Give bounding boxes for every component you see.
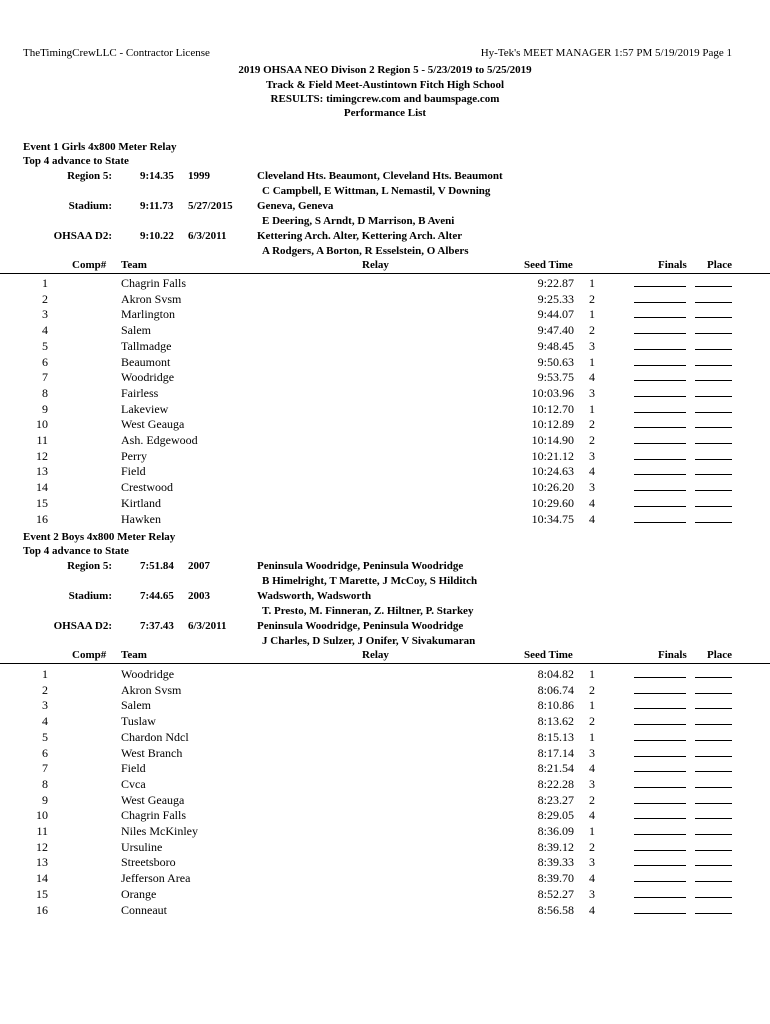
record-label: OHSAA D2: — [53, 230, 112, 242]
table-row — [0, 480, 770, 495]
place-blank — [695, 887, 732, 898]
place-blank — [695, 370, 732, 381]
entry-number: 8 — [42, 776, 48, 791]
entry-team: Akron Svsm — [121, 682, 182, 697]
place-blank — [695, 402, 732, 413]
table-row — [0, 355, 770, 370]
entry-heat: 3 — [589, 745, 595, 760]
col-relay: Relay — [362, 259, 389, 271]
entry-number: 13 — [36, 855, 48, 870]
entry-number: 9 — [42, 792, 48, 807]
place-blank — [695, 276, 732, 287]
record-athletes: E Deering, S Arndt, D Marrison, B Aveni — [262, 215, 455, 227]
table-row — [0, 793, 770, 808]
table-row — [0, 746, 770, 761]
col-comp: Comp# — [72, 259, 107, 271]
table-row — [0, 433, 770, 448]
record-athletes: B Himelright, T Marette, J McCoy, S Hilditch — [262, 575, 478, 587]
place-blank — [695, 840, 732, 851]
license-text: TheTimingCrewLLC - Contractor License — [23, 47, 210, 59]
entry-heat: 4 — [589, 808, 595, 823]
entry-number: 7 — [42, 370, 48, 385]
col-comp: Comp# — [72, 649, 107, 661]
results-link: RESULTS: timingcrew.com and baumspage.com — [270, 93, 500, 105]
table-row — [0, 808, 770, 823]
entry-number: 15 — [36, 886, 48, 901]
record-teams: Kettering Arch. Alter, Kettering Arch. Alter — [257, 230, 463, 242]
record-row — [0, 560, 770, 590]
table-row — [0, 730, 770, 745]
entry-team: Woodridge — [121, 667, 175, 681]
place-blank — [695, 855, 732, 866]
entry-seed-time: 10:12.70 — [531, 401, 574, 416]
place-blank — [695, 824, 732, 835]
entry-heat: 4 — [589, 495, 595, 510]
entry-heat: 1 — [589, 307, 595, 322]
entry-team: West Branch — [121, 745, 183, 760]
entry-number: 7 — [42, 761, 48, 776]
column-header — [0, 649, 770, 664]
entry-team: Kirtland — [121, 495, 161, 510]
table-row — [0, 386, 770, 401]
entry-heat: 2 — [589, 291, 595, 306]
place-blank — [695, 355, 732, 366]
table-row — [0, 276, 770, 291]
entry-number: 16 — [36, 902, 48, 917]
entry-heat: 1 — [589, 667, 595, 681]
finals-blank — [634, 307, 686, 318]
table-row — [0, 698, 770, 713]
entry-team: West Geauga — [121, 792, 185, 807]
entry-team: Lakeview — [121, 401, 169, 416]
table-row — [0, 855, 770, 870]
entry-team: Salem — [121, 698, 151, 713]
finals-blank — [634, 840, 686, 851]
entry-team: Crestwood — [121, 480, 173, 495]
entry-heat: 2 — [589, 792, 595, 807]
place-blank — [695, 761, 732, 772]
record-date: 5/27/2015 — [188, 200, 233, 212]
record-time: 7:51.84 — [140, 560, 174, 572]
table-row — [0, 464, 770, 479]
advance-note: Top 4 advance to State — [23, 155, 129, 167]
place-blank — [695, 386, 732, 397]
table-row — [0, 307, 770, 322]
entry-heat: 2 — [589, 417, 595, 432]
entry-heat: 4 — [589, 464, 595, 479]
entry-seed-time: 8:15.13 — [537, 729, 574, 744]
entry-team: West Geauga — [121, 417, 185, 432]
record-row — [0, 620, 770, 650]
meet-venue: Track & Field Meet-Austintown Fitch High School — [265, 79, 505, 91]
entry-team: Tallmadge — [121, 338, 172, 353]
table-row — [0, 449, 770, 464]
entry-number: 14 — [36, 480, 48, 495]
place-blank — [695, 808, 732, 819]
table-row — [0, 292, 770, 307]
record-teams: Cleveland Hts. Beaumont, Cleveland Hts. Beaumont — [257, 170, 503, 182]
entry-seed-time: 8:06.74 — [537, 682, 574, 697]
table-row — [0, 339, 770, 354]
entry-heat: 4 — [589, 871, 595, 886]
record-label: Region 5: — [67, 170, 112, 182]
col-finals: Finals — [658, 649, 687, 661]
record-row — [0, 170, 770, 200]
entry-heat: 1 — [589, 698, 595, 713]
col-seed-time: Seed Time — [524, 259, 573, 271]
place-blank — [695, 777, 732, 788]
finals-blank — [634, 808, 686, 819]
entry-number: 6 — [42, 745, 48, 760]
entry-seed-time: 8:22.28 — [537, 776, 574, 791]
place-blank — [695, 323, 732, 334]
finals-blank — [634, 276, 686, 287]
entry-number: 16 — [36, 511, 48, 526]
finals-blank — [634, 793, 686, 804]
table-row — [0, 402, 770, 417]
entry-number: 11 — [36, 824, 48, 838]
entry-number: 10 — [36, 808, 48, 823]
record-athletes: T. Presto, M. Finneran, Z. Hiltner, P. Starkey — [262, 605, 474, 617]
table-row — [0, 683, 770, 698]
entry-number: 14 — [36, 871, 48, 886]
entry-heat: 4 — [589, 902, 595, 917]
place-blank — [695, 417, 732, 428]
place-blank — [695, 683, 732, 694]
record-date: 6/3/2011 — [188, 620, 227, 632]
record-date: 6/3/2011 — [188, 230, 227, 242]
record-time: 9:11.73 — [140, 200, 174, 212]
entry-team: Beaumont — [121, 354, 171, 369]
entry-number: 5 — [42, 729, 48, 744]
table-row — [0, 496, 770, 511]
entry-heat: 1 — [589, 401, 595, 416]
record-time: 9:14.35 — [140, 170, 174, 182]
record-date: 2003 — [188, 590, 210, 602]
entry-number: 1 — [42, 276, 48, 290]
entry-team: Ash. Edgewood — [121, 433, 198, 447]
entry-seed-time: 9:25.33 — [537, 291, 574, 306]
finals-blank — [634, 683, 686, 694]
entry-heat: 3 — [589, 776, 595, 791]
record-label: OHSAA D2: — [53, 620, 112, 632]
place-blank — [695, 449, 732, 460]
finals-blank — [634, 903, 686, 914]
entry-heat: 2 — [589, 682, 595, 697]
table-row — [0, 887, 770, 902]
advance-note: Top 4 advance to State — [23, 545, 129, 557]
entry-number: 4 — [42, 714, 48, 729]
finals-blank — [634, 496, 686, 507]
entry-seed-time: 8:39.33 — [537, 855, 574, 870]
finals-blank — [634, 386, 686, 397]
event-title: Event 2 Boys 4x800 Meter Relay — [23, 531, 176, 543]
finals-blank — [634, 730, 686, 741]
col-team: Team — [121, 649, 147, 661]
entry-team: Hawken — [121, 511, 161, 526]
finals-blank — [634, 746, 686, 757]
event-title: Event 1 Girls 4x800 Meter Relay — [23, 141, 177, 153]
record-teams: Peninsula Woodridge, Peninsula Woodridge — [257, 560, 464, 572]
place-blank — [695, 667, 732, 678]
record-row — [0, 200, 770, 230]
place-blank — [695, 903, 732, 914]
finals-blank — [634, 777, 686, 788]
entry-number: 5 — [42, 338, 48, 353]
entry-number: 2 — [42, 291, 48, 306]
entry-heat: 2 — [589, 433, 595, 447]
entry-team: Ursuline — [121, 839, 163, 854]
entry-team: Salem — [121, 323, 151, 338]
record-teams: Geneva, Geneva — [257, 200, 334, 212]
finals-blank — [634, 402, 686, 413]
entry-seed-time: 9:50.63 — [537, 354, 574, 369]
entry-number: 8 — [42, 385, 48, 400]
record-date: 2007 — [188, 560, 210, 572]
table-row — [0, 417, 770, 432]
finals-blank — [634, 355, 686, 366]
entry-heat: 1 — [589, 729, 595, 744]
entry-seed-time: 8:13.62 — [537, 714, 574, 729]
meet-manager-stamp: Hy-Tek's MEET MANAGER 1:57 PM 5/19/2019 Page 1 — [480, 47, 732, 59]
col-place: Place — [707, 649, 733, 661]
col-seed-time: Seed Time — [524, 649, 573, 661]
entry-team: Niles McKinley — [121, 824, 198, 838]
col-place: Place — [707, 259, 733, 271]
entry-seed-time: 10:14.90 — [531, 433, 574, 447]
record-teams: Peninsula Woodridge, Peninsula Woodridge — [257, 620, 464, 632]
finals-blank — [634, 714, 686, 725]
entry-seed-time: 9:22.87 — [537, 276, 574, 290]
record-label: Stadium: — [68, 590, 112, 602]
entry-seed-time: 9:47.40 — [537, 323, 574, 338]
entry-heat: 4 — [589, 370, 595, 385]
entry-seed-time: 10:34.75 — [531, 511, 574, 526]
place-blank — [695, 746, 732, 757]
record-teams: Wadsworth, Wadsworth — [257, 590, 372, 602]
entry-number: 12 — [36, 839, 48, 854]
table-row — [0, 871, 770, 886]
entry-seed-time: 8:39.70 — [537, 871, 574, 886]
table-row — [0, 840, 770, 855]
entry-number: 2 — [42, 682, 48, 697]
entry-team: Chagrin Falls — [121, 276, 186, 290]
entry-seed-time: 10:21.12 — [531, 448, 574, 463]
place-blank — [695, 714, 732, 725]
place-blank — [695, 793, 732, 804]
place-blank — [695, 512, 732, 523]
entry-team: Conneaut — [121, 902, 167, 917]
entry-number: 4 — [42, 323, 48, 338]
entry-number: 10 — [36, 417, 48, 432]
entry-heat: 1 — [589, 276, 595, 290]
record-time: 9:10.22 — [140, 230, 174, 242]
col-team: Team — [121, 259, 147, 271]
entry-seed-time: 9:53.75 — [537, 370, 574, 385]
report-type: Performance List — [343, 107, 427, 119]
finals-blank — [634, 512, 686, 523]
entry-number: 1 — [42, 667, 48, 681]
entry-team: Fairless — [121, 385, 159, 400]
table-row — [0, 714, 770, 729]
table-row — [0, 512, 770, 527]
entry-number: 3 — [42, 307, 48, 322]
finals-blank — [634, 480, 686, 491]
place-blank — [695, 698, 732, 709]
place-blank — [695, 339, 732, 350]
entry-number: 12 — [36, 448, 48, 463]
record-row — [0, 590, 770, 620]
entry-heat: 2 — [589, 714, 595, 729]
column-header — [0, 259, 770, 274]
finals-blank — [634, 339, 686, 350]
col-relay: Relay — [362, 649, 389, 661]
place-blank — [695, 480, 732, 491]
entry-seed-time: 8:39.12 — [537, 839, 574, 854]
entry-number: 15 — [36, 495, 48, 510]
record-date: 1999 — [188, 170, 210, 182]
entry-seed-time: 8:36.09 — [537, 824, 574, 838]
table-row — [0, 667, 770, 682]
entry-team: Cvca — [121, 776, 146, 791]
place-blank — [695, 433, 732, 444]
finals-blank — [634, 871, 686, 882]
entry-team: Orange — [121, 886, 157, 901]
entry-team: Woodridge — [121, 370, 175, 385]
meet-title: 2019 OHSAA NEO Divison 2 Region 5 - 5/23/2019 to 5/25/2019 — [238, 64, 532, 76]
finals-blank — [634, 464, 686, 475]
col-finals: Finals — [658, 259, 687, 271]
entry-team: Tuslaw — [121, 714, 156, 729]
entry-seed-time: 10:26.20 — [531, 480, 574, 495]
entry-number: 9 — [42, 401, 48, 416]
entry-team: Streetsboro — [121, 855, 176, 870]
entry-team: Marlington — [121, 307, 175, 322]
entry-heat: 3 — [589, 385, 595, 400]
entry-seed-time: 8:52.27 — [537, 886, 574, 901]
place-blank — [695, 307, 732, 318]
place-blank — [695, 871, 732, 882]
entry-seed-time: 8:21.54 — [537, 761, 574, 776]
entry-seed-time: 10:29.60 — [531, 495, 574, 510]
entry-number: 11 — [36, 433, 48, 447]
entry-team: Perry — [121, 448, 147, 463]
entry-team: Chagrin Falls — [121, 808, 186, 823]
finals-blank — [634, 887, 686, 898]
entry-heat: 4 — [589, 761, 595, 776]
entry-seed-time: 8:04.82 — [537, 667, 574, 681]
entry-seed-time: 9:48.45 — [537, 338, 574, 353]
finals-blank — [634, 449, 686, 460]
entry-heat: 1 — [589, 354, 595, 369]
finals-blank — [634, 667, 686, 678]
entry-heat: 3 — [589, 855, 595, 870]
entry-team: Field — [121, 761, 146, 776]
entry-team: Chardon Ndcl — [121, 729, 189, 744]
page-topline — [23, 47, 732, 61]
finals-blank — [634, 824, 686, 835]
entry-seed-time: 8:10.86 — [537, 698, 574, 713]
place-blank — [695, 730, 732, 741]
record-athletes: J Charles, D Sulzer, J Onifer, V Sivakumaran — [262, 635, 476, 647]
entry-team: Jefferson Area — [121, 871, 191, 886]
entry-seed-time: 10:03.96 — [531, 385, 574, 400]
record-label: Region 5: — [67, 560, 112, 572]
table-row — [0, 824, 770, 839]
table-row — [0, 903, 770, 918]
entry-heat: 4 — [589, 511, 595, 526]
entry-heat: 1 — [589, 824, 595, 838]
entry-heat: 2 — [589, 839, 595, 854]
record-athletes: A Rodgers, A Borton, R Esselstein, O Albers — [262, 245, 469, 257]
finals-blank — [634, 292, 686, 303]
record-label: Stadium: — [68, 200, 112, 212]
table-row — [0, 777, 770, 792]
entry-seed-time: 10:24.63 — [531, 464, 574, 479]
entry-team: Field — [121, 464, 146, 479]
place-blank — [695, 292, 732, 303]
finals-blank — [634, 855, 686, 866]
entry-heat: 3 — [589, 480, 595, 495]
finals-blank — [634, 698, 686, 709]
record-time: 7:37.43 — [140, 620, 174, 632]
entry-number: 6 — [42, 354, 48, 369]
entry-seed-time: 8:29.05 — [537, 808, 574, 823]
entry-number: 13 — [36, 464, 48, 479]
entry-heat: 3 — [589, 886, 595, 901]
entry-seed-time: 8:17.14 — [537, 745, 574, 760]
table-row — [0, 370, 770, 385]
place-blank — [695, 464, 732, 475]
place-blank — [695, 496, 732, 507]
entry-seed-time: 9:44.07 — [537, 307, 574, 322]
entry-seed-time: 8:56.58 — [537, 902, 574, 917]
record-row — [0, 230, 770, 260]
entry-seed-time: 10:12.89 — [531, 417, 574, 432]
finals-blank — [634, 370, 686, 381]
entry-team: Akron Svsm — [121, 291, 182, 306]
finals-blank — [634, 433, 686, 444]
record-athletes: C Campbell, E Wittman, L Nemastil, V Downing — [262, 185, 491, 197]
table-row — [0, 761, 770, 776]
record-time: 7:44.65 — [140, 590, 174, 602]
entry-heat: 3 — [589, 338, 595, 353]
finals-blank — [634, 417, 686, 428]
entry-heat: 2 — [589, 323, 595, 338]
entry-heat: 3 — [589, 448, 595, 463]
finals-blank — [634, 323, 686, 334]
finals-blank — [634, 761, 686, 772]
entry-number: 3 — [42, 698, 48, 713]
table-row — [0, 323, 770, 338]
entry-seed-time: 8:23.27 — [537, 792, 574, 807]
